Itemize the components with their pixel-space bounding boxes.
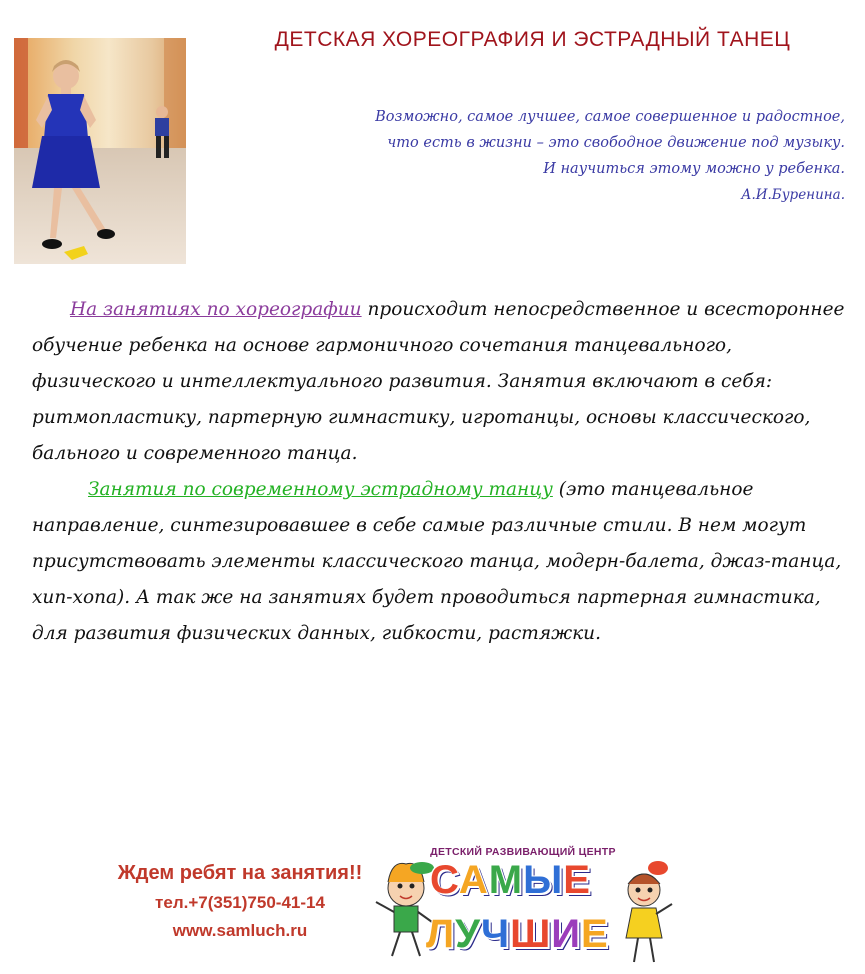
quote-line: что есть в жизни – это свободное движение под музыку. [387, 135, 845, 151]
logo-letter: И [551, 912, 582, 956]
logo-letter: У [455, 912, 481, 956]
page-title: ДЕТСКАЯ ХОРЕОГРАФИЯ И ЭСТРАДНЫЙ ТАНЕЦ [274, 28, 791, 51]
dancing-girl-photo [14, 38, 186, 264]
invite-text: Ждем ребят на занятия!! [117, 862, 363, 884]
description [32, 292, 847, 652]
quote-author: А.И.Буренина. [741, 187, 845, 203]
logo-letter: А [458, 858, 489, 902]
website-link[interactable]: www.samluch.ru [172, 921, 308, 940]
choreography-text: происходит непосредственное и всестороннее обучение ребенка на основе гармоничного сочетания танцевального, физического и интеллектуального развития. Занятия включают в себя: ритмопластику, партерную гимнастику, игротанцы, основы классического, бального и современного танца. [32, 299, 845, 464]
logo-letter: М [488, 858, 524, 902]
pop-dance-text: (это танцевальное направление, синтезировавшее в себе самые различные стили. В нем могут присутствовать элементы классического танца, модерн-балета, джаз-танца, хип-хопа). А так же на занятиях будет проводиться партерная гимнастика, для развития физических данных, гибкости, растяжки. [32, 479, 842, 644]
epigraph-quote [325, 104, 845, 208]
choreography-link[interactable]: На занятиях по хореографии [70, 299, 362, 320]
quote-line: И научиться этому можно у ребенка. [543, 161, 845, 177]
contact-block [90, 862, 390, 941]
phone-number[interactable]: тел.+7(351)750-41-14 [155, 893, 325, 912]
logo-letter: С [430, 858, 459, 902]
logo-word-luchshie [426, 912, 609, 957]
logo-letter: Е [581, 912, 609, 956]
pop-dance-link[interactable]: Занятия по современному эстрадному танцу [88, 479, 553, 500]
logo-letter: Л [426, 912, 456, 956]
logo-word-samye [430, 858, 591, 903]
choreography-paragraph [32, 292, 847, 472]
logo-caption: ДЕТСКИЙ РАЗВИВАЮЩИЙ ЦЕНТР [430, 846, 616, 858]
logo-letter: Е [563, 858, 591, 902]
logo-letter: Ы [523, 858, 564, 902]
quote-line: Возможно, самое лучшее, самое совершенное и радостное, [375, 109, 845, 125]
logo-letter: Ч [480, 912, 511, 956]
pop-dance-paragraph [32, 472, 847, 652]
logo-letter: Ш [510, 912, 552, 956]
